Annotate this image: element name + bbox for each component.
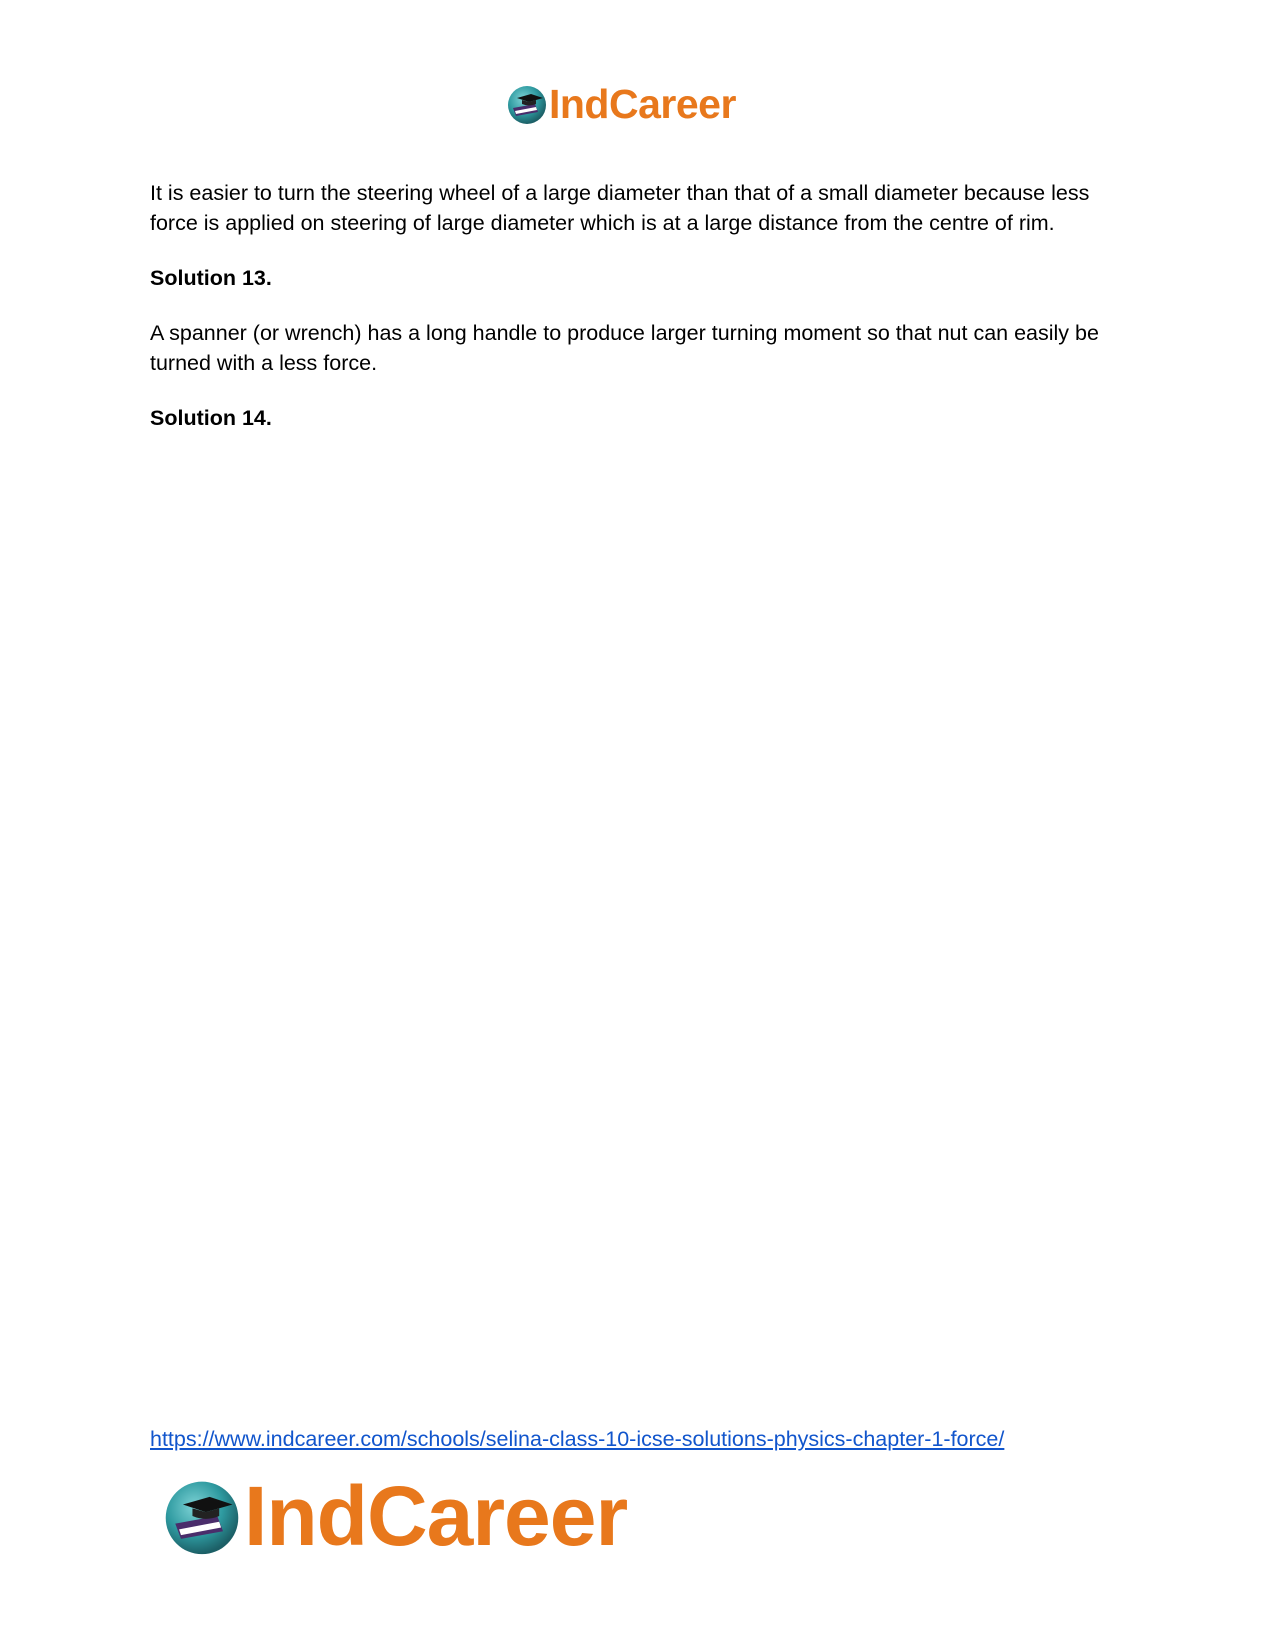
- logo-wordmark: IndCareer: [244, 1469, 628, 1563]
- footer-logo: [160, 1468, 627, 1564]
- header-logo: [505, 78, 736, 130]
- answer-paragraph-spanner: A spanner (or wrench) has a long handle to produce larger turning moment so that nut can easily be turned with a less force.: [150, 321, 1099, 375]
- solution-13-heading: Solution 13.: [150, 266, 272, 290]
- solution-14-heading: Solution 14.: [150, 406, 272, 430]
- source-url-link[interactable]: https://www.indcareer.com/schools/selina-class-10-icse-solutions-physics-chapter-1-force/: [150, 1427, 1005, 1451]
- globe-books-icon: [160, 1474, 244, 1558]
- globe-books-icon: [505, 82, 549, 126]
- logo-wordmark: IndCareer: [549, 80, 736, 127]
- document-body: [150, 178, 1135, 433]
- answer-paragraph-steering: It is easier to turn the steering wheel of a large diameter than that of a small diameter because less force is applied on steering of large diameter which is at a large distance from the centre of rim.: [150, 181, 1090, 235]
